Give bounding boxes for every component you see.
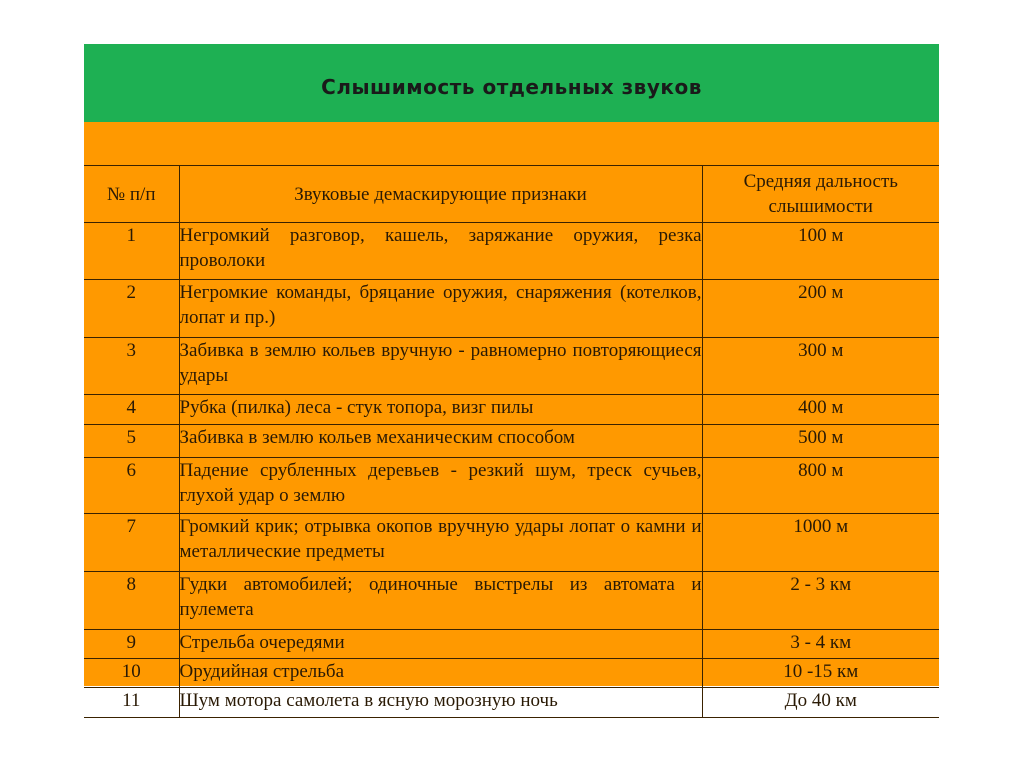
row-range: 2 - 3 км [702, 572, 939, 630]
row-range: 300 м [702, 338, 939, 395]
table-header-row [84, 166, 939, 223]
table-row [84, 338, 939, 395]
table-row [84, 425, 939, 458]
table-row [84, 572, 939, 630]
row-num: 2 [84, 280, 179, 338]
row-range: 100 м [702, 223, 939, 280]
row-num: 3 [84, 338, 179, 395]
row-sign: Негромкий разговор, кашель, заряжание оружия, резка проволоки [179, 223, 702, 280]
header-sign: Звуковые демаскирующие признаки [179, 166, 702, 223]
row-sign: Падение срубленных деревьев - резкий шум, треск сучьев, глухой удар о землю [179, 458, 702, 514]
row-range: 800 м [702, 458, 939, 514]
table-row [84, 395, 939, 425]
row-sign: Рубка (пилка) леса - стук топора, визг пилы [179, 395, 702, 425]
header-range-text: Средняя дальность слышимости [743, 171, 898, 217]
row-num: 10 [84, 659, 179, 688]
row-num: 4 [84, 395, 179, 425]
table-row [84, 280, 939, 338]
row-sign: Стрельба очередями [179, 630, 702, 659]
row-sign: Забивка в землю кольев механическим способом [179, 425, 702, 458]
row-num: 7 [84, 514, 179, 572]
table-row [84, 458, 939, 514]
row-num: 11 [84, 688, 179, 718]
row-sign: Забивка в землю кольев вручную - равномерно повторяющиеся удары [179, 338, 702, 395]
row-sign: Громкий крик; отрывка окопов вручную удары лопат о камни и металлические предметы [179, 514, 702, 572]
row-range: 400 м [702, 395, 939, 425]
row-num: 8 [84, 572, 179, 630]
row-range: 200 м [702, 280, 939, 338]
row-range: 500 м [702, 425, 939, 458]
row-sign: Негромкие команды, бряцание оружия, снаряжения (котелков, лопат и пр.) [179, 280, 702, 338]
row-range: 1000 м [702, 514, 939, 572]
row-range: До 40 км [702, 688, 939, 718]
header-num-text: № п/п [107, 183, 156, 205]
row-num: 1 [84, 223, 179, 280]
sound-table [84, 165, 939, 718]
row-sign: Шум мотора самолета в ясную морозную ночь [179, 688, 702, 718]
page-title: Слышимость отдельных звуков [321, 75, 702, 99]
row-range: 10 -15 км [702, 659, 939, 688]
row-range: 3 - 4 км [702, 630, 939, 659]
header-range [702, 166, 939, 223]
table-row [84, 630, 939, 659]
title-bar [84, 44, 939, 122]
table-row [84, 688, 939, 718]
row-num: 9 [84, 630, 179, 659]
table-row [84, 514, 939, 572]
table-row [84, 223, 939, 280]
header-num [84, 166, 179, 223]
row-num: 5 [84, 425, 179, 458]
row-sign: Орудийная стрельба [179, 659, 702, 688]
row-num: 6 [84, 458, 179, 514]
row-sign: Гудки автомобилей; одиночные выстрелы из автомата и пулемета [179, 572, 702, 630]
slide [84, 44, 939, 711]
table-row [84, 659, 939, 688]
